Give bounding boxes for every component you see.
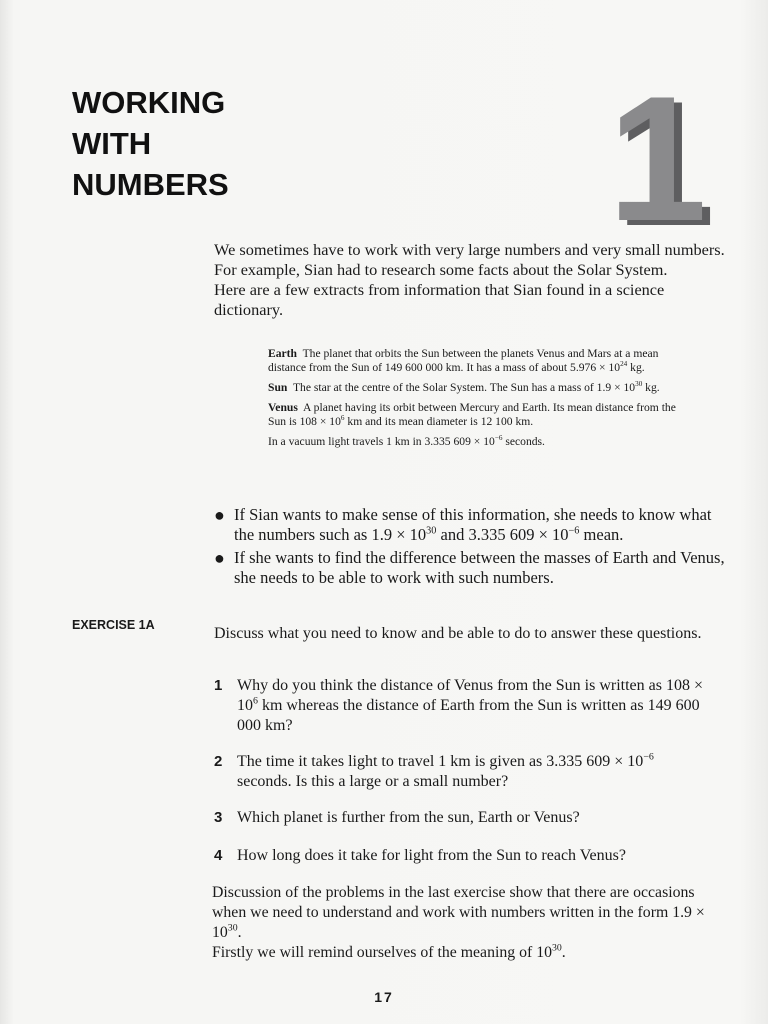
extract-text: km and its mean diameter is 12 100 km. <box>344 415 534 428</box>
number-exponent: −6 <box>643 751 654 763</box>
extract-text: A planet having its orbit between Mercury and Earth. Its mean distance from the Sun is <box>268 401 676 428</box>
extract-term: Sun <box>268 381 288 394</box>
question-text-part: km whereas the distance of Earth from the Sun is written as 149 600 000 km? <box>237 697 700 734</box>
intro-text <box>214 240 729 320</box>
question-number: 3 <box>214 809 223 826</box>
chapter-title-line-3: NUMBERS <box>72 167 229 202</box>
question-text <box>214 752 704 792</box>
exercise-intro: Discuss what you need to know and be able to do to answer these questions. <box>214 625 702 642</box>
number-base: 1.9 × 10 <box>596 381 636 394</box>
bullet-text: If she wants to find the difference between the masses of Earth and Venus, she needs to be able to work with such numbers. <box>234 548 725 587</box>
extract-venus <box>268 401 676 429</box>
question-text <box>214 676 704 736</box>
extract-text: seconds. <box>502 435 545 448</box>
number-exponent: 30 <box>426 525 437 537</box>
bullet-text: and <box>436 525 469 544</box>
question-text-part: seconds. Is this a large or a small number? <box>237 773 509 790</box>
page-number: 17 <box>374 989 394 1005</box>
number-base: 3.335 609 × 10 <box>468 525 569 544</box>
extract-text: The planet that orbits the Sun between the planets Venus and Mars at a mean distance from the Sun of 149 600 000 km. It has a mass of about <box>268 347 659 374</box>
bullet-item-1 <box>214 505 734 545</box>
number-exponent: −6 <box>568 525 580 537</box>
intro-paragraph-2: Here are a few extracts from information that Sian found in a science dictionary. <box>214 280 665 319</box>
bullet-list <box>214 505 734 591</box>
number-base: 108 × 10 <box>237 677 704 714</box>
bullet-icon: ● <box>214 548 225 568</box>
discussion-text-part: Firstly we will remind ourselves of the meaning of <box>212 944 537 961</box>
number-base: 108 × 10 <box>299 415 341 428</box>
chapter-title-line-1: WORKING <box>72 85 226 120</box>
number-base: 1.9 × 10 <box>371 525 427 544</box>
number-base: 1.9 × 10 <box>212 904 705 941</box>
question-text-part: Why do you think the distance of Venus from the Sun is written as <box>237 677 666 694</box>
bullet-item-2 <box>214 548 734 588</box>
number-base: 10 <box>536 944 553 961</box>
extract-text: kg. <box>642 381 660 394</box>
intro-paragraph-1: We sometimes have to work with very large numbers and very small numbers. For example, Sian had to research some facts about the Solar System. <box>214 240 725 279</box>
bullet-icon: ● <box>214 505 225 525</box>
extract-earth <box>268 347 676 375</box>
discussion-paragraph-2 <box>212 943 722 963</box>
bullet-text: mean. <box>579 525 624 544</box>
discussion-text-part: Discussion of the problems in the last exercise show that there are occasions when we need to understand and work with numbers written in the form <box>212 884 695 921</box>
chapter-number: 1 <box>608 59 707 258</box>
extract-sun <box>268 381 676 395</box>
question-4 <box>214 846 704 866</box>
number-exponent: −6 <box>494 434 503 443</box>
dictionary-extracts <box>268 347 676 455</box>
extract-term: Earth <box>268 347 297 360</box>
question-number: 2 <box>214 753 223 770</box>
chapter-title <box>72 82 229 205</box>
question-number: 1 <box>214 677 223 694</box>
discussion-text-part: . <box>237 924 242 941</box>
number-exponent: 6 <box>253 695 258 707</box>
number-exponent: 30 <box>227 922 238 934</box>
extract-text: kg. <box>627 361 645 374</box>
number-exponent: 30 <box>552 942 562 954</box>
bullet-text: If Sian wants to make sense of this information, she needs to know what the numbers such as <box>234 505 712 544</box>
question-3 <box>214 808 704 828</box>
number-exponent: 6 <box>340 414 345 423</box>
discussion-paragraph-1 <box>212 883 722 943</box>
number-base: 5.976 × 10 <box>570 361 621 374</box>
question-2 <box>214 752 704 792</box>
number-base: 3.335 609 × 10 <box>546 753 644 770</box>
question-1 <box>214 676 704 736</box>
exercise-heading: EXERCISE 1A <box>72 618 155 632</box>
number-exponent: 30 <box>635 380 643 389</box>
chapter-title-line-2: WITH <box>72 126 152 161</box>
extract-term: Venus <box>268 401 298 414</box>
discussion-text <box>212 883 722 963</box>
question-text: Which planet is further from the sun, Earth or Venus? <box>237 809 580 826</box>
question-text: How long does it take for light from the Sun to reach Venus? <box>237 847 626 864</box>
extract-text: The star at the centre of the Solar System. The Sun has a mass of <box>292 381 597 394</box>
extract-text: In a vacuum light travels 1 km in <box>268 435 425 448</box>
number-exponent: 24 <box>620 360 628 369</box>
discussion-text-part: . <box>561 944 566 961</box>
question-text-part: The time it takes light to travel 1 km is given as <box>237 753 547 770</box>
extract-light <box>268 435 676 449</box>
question-number: 4 <box>214 847 223 864</box>
number-base: 3.335 609 × 10 <box>424 435 495 448</box>
